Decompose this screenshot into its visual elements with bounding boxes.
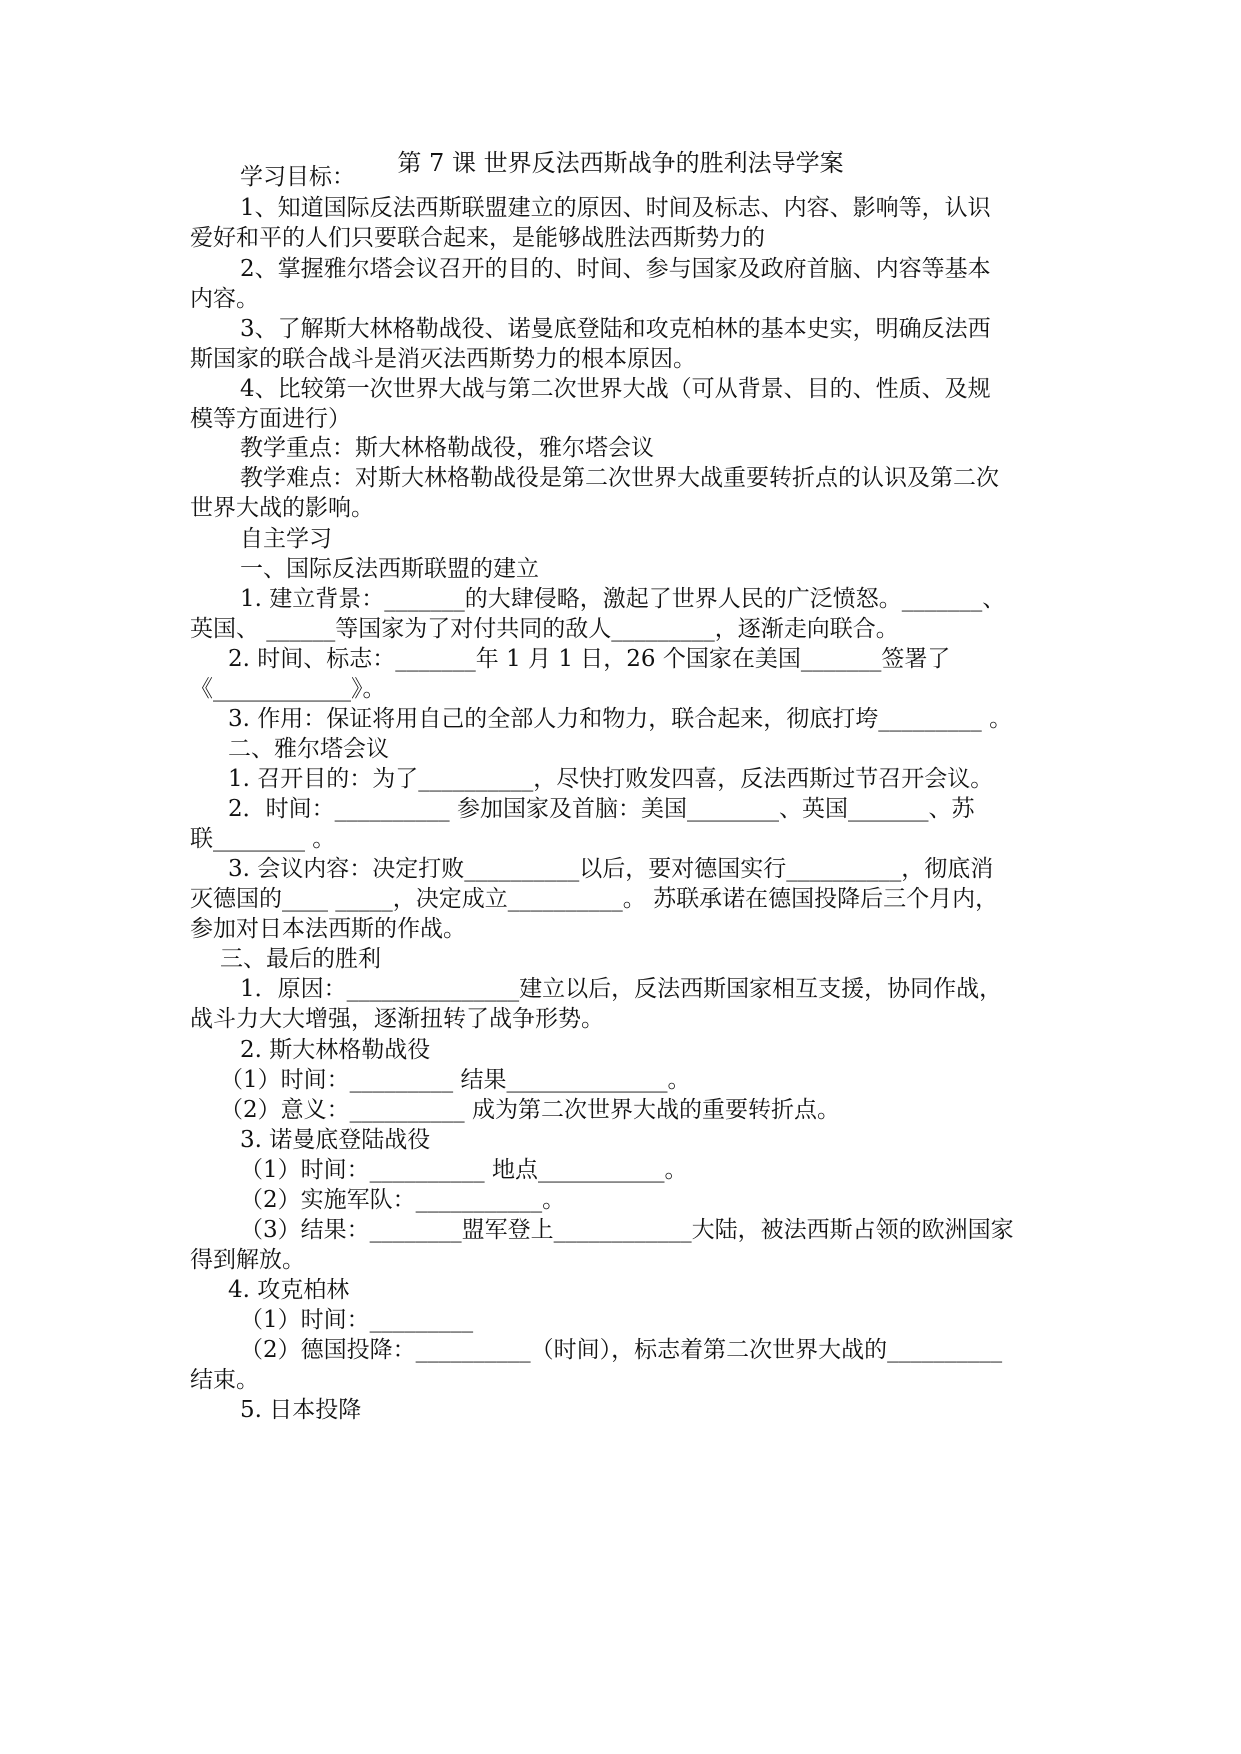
sub-heading: 2. 斯大林格勒战役	[240, 1037, 431, 1063]
section-heading: 三、最后的胜利	[220, 946, 381, 972]
text-line: 2、掌握雅尔塔会议召开的目的、时间、参与国家及政府首脑、内容等基本	[240, 256, 991, 282]
text-line: 3. 作用：保证将用自己的全部人力和物力，联合起来，彻底打垮_________ 。	[228, 706, 1013, 732]
text-line: 1. 召开目的：为了__________，尽快打败发四喜，反法西斯过节召开会议。	[228, 766, 994, 792]
text-line: 教学难点：对斯大林格勒战役是第二次世界大战重要转折点的认识及第二次	[240, 465, 999, 491]
text-line: （1）时间：_________ 结果______________。	[220, 1067, 691, 1093]
sub-heading: 4. 攻克柏林	[228, 1277, 350, 1303]
text-line: 斯国家的联合战斗是消灭法西斯势力的根本原因。	[190, 346, 696, 372]
text-line: 结束。	[190, 1367, 259, 1393]
section-heading-self-study: 自主学习	[240, 526, 332, 552]
text-line: 3、了解斯大林格勒战役、诺曼底登陆和攻克柏林的基本史实，明确反法西	[240, 316, 991, 342]
text-line: （2）德国投降：__________（时间），标志着第二次世界大战的__________	[240, 1337, 1003, 1363]
text-line: （1）时间：_________	[240, 1307, 474, 1333]
text-line: （2）意义：__________ 成为第二次世界大战的重要转折点。	[220, 1097, 840, 1123]
text-line: 战斗力大大增强，逐渐扭转了战争形势。	[190, 1006, 604, 1032]
text-line: 英国、 ______等国家为了对付共同的敌人_________，逐渐走向联合。	[190, 616, 899, 642]
text-line: 2. 时间、标志：_______年 1 月 1 日，26 个国家在美国_______签署了	[228, 646, 951, 672]
section-heading: 一、国际反法西斯联盟的建立	[240, 556, 539, 582]
text-line: 1. 建立背景：_______的大肆侵略，激起了世界人民的广泛愤怒。_______、	[240, 586, 1006, 612]
section-heading: 二、雅尔塔会议	[228, 736, 389, 762]
text-line: （1）时间：__________ 地点___________。	[240, 1157, 688, 1183]
text-line: 世界大战的影响。	[190, 495, 374, 521]
sub-heading: 3. 诺曼底登陆战役	[240, 1127, 431, 1153]
text-line: 1．原因：_______________建立以后，反法西斯国家相互支援，协同作战，	[240, 976, 1003, 1002]
text-line: 灭德国的____ _____，决定成立__________。 苏联承诺在德国投降后三个月内，	[190, 886, 999, 912]
text-line: （3）结果：________盟军登上____________大陆，被法西斯占领的欧洲国家	[240, 1217, 1014, 1243]
text-line: 3. 会议内容：决定打败__________以后，要对德国实行__________，彻底消	[228, 856, 994, 882]
text-line: 内容。	[190, 286, 259, 312]
text-line: 2．时间：__________ 参加国家及首脑：美国________、英国_______、苏	[228, 796, 975, 822]
text-line: （2）实施军队：___________。	[240, 1187, 566, 1213]
section-heading-objectives: 学习目标：	[240, 164, 355, 190]
text-line: 得到解放。	[190, 1247, 305, 1273]
sub-heading: 5. 日本投降	[240, 1397, 362, 1423]
text-line: 模等方面进行）	[190, 406, 351, 432]
text-line: 《____________》。	[190, 676, 386, 702]
text-line: 4、比较第一次世界大战与第二次世界大战（可从背景、目的、性质、及规	[240, 376, 991, 402]
document-title: 第 7 课 世界反法西斯战争的胜利法导学案	[397, 149, 844, 177]
text-line: 教学重点：斯大林格勒战役，雅尔塔会议	[240, 435, 654, 461]
text-line: 爱好和平的人们只要联合起来，是能够战胜法西斯势力的	[190, 225, 765, 251]
text-line: 联________ 。	[190, 826, 336, 852]
text-line: 参加对日本法西斯的作战。	[190, 916, 466, 942]
text-line: 1、知道国际反法西斯联盟建立的原因、时间及标志、内容、影响等，认识	[240, 195, 991, 221]
